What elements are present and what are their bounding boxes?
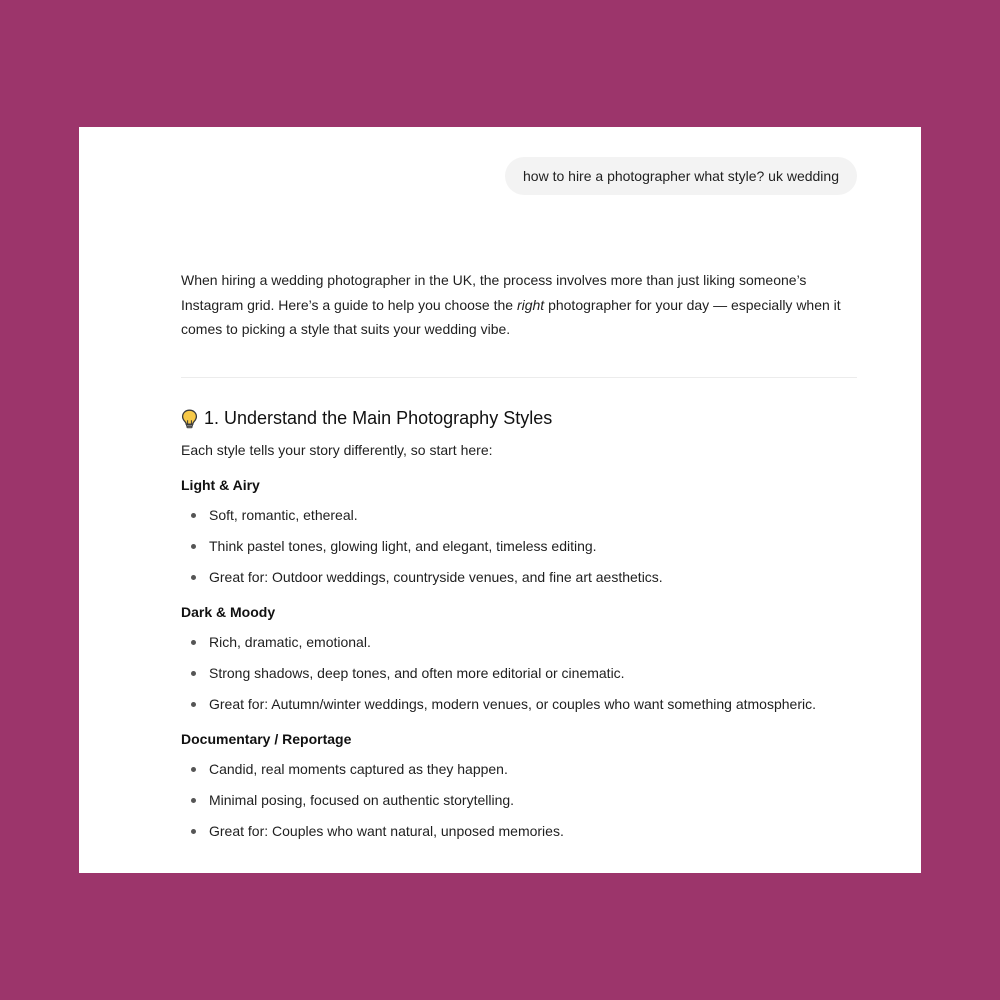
style-name: Dark & Moody	[181, 603, 276, 620]
list-item-text: Great for: Outdoor weddings, countryside venues, and fine art aesthetics.	[209, 568, 663, 585]
bullet-icon	[191, 702, 196, 707]
list-item	[181, 663, 857, 683]
list-item-text: Soft, romantic, ethereal.	[209, 506, 358, 523]
list-item	[181, 567, 857, 587]
bullet-icon	[191, 544, 196, 549]
list-item-text: Strong shadows, deep tones, and often more editorial or cinematic.	[209, 664, 625, 681]
list-item	[181, 790, 857, 810]
style-name: Documentary / Reportage	[181, 730, 352, 747]
style-block-light-airy	[181, 475, 857, 587]
list-item-text: Rich, dramatic, emotional.	[209, 633, 371, 650]
list-item-text: Think pastel tones, glowing light, and elegant, timeless editing.	[209, 537, 597, 554]
list-item	[181, 759, 857, 779]
assistant-response	[181, 268, 857, 841]
intro-paragraph	[181, 268, 857, 342]
list-item-text: Candid, real moments captured as they happen.	[209, 760, 508, 777]
list-item	[181, 632, 857, 652]
bullet-icon	[191, 767, 196, 772]
intro-text-start: When hiring a wedding photographer in the UK, the process involves more than just liking someone’s Instagram grid. Here’s a guide to help you choose the	[181, 272, 807, 313]
list-item	[181, 505, 857, 525]
list-item	[181, 821, 857, 841]
chat-panel	[79, 127, 921, 873]
list-item	[181, 536, 857, 556]
bullet-icon	[191, 640, 196, 645]
bullet-icon	[191, 671, 196, 676]
list-item-text: Great for: Couples who want natural, unposed memories.	[209, 822, 564, 839]
bullet-icon	[191, 513, 196, 518]
user-message-bubble: how to hire a photographer what style? uk wedding	[505, 157, 857, 195]
section-heading-text: 1. Understand the Main Photography Styles	[204, 408, 553, 428]
section-lead: Each style tells your story differently, so start here:	[181, 441, 493, 458]
intro-emphasis: right	[516, 296, 545, 313]
lightbulb-icon	[181, 409, 198, 429]
style-block-documentary	[181, 729, 857, 841]
list-item	[181, 694, 857, 714]
list-item-text: Great for: Autumn/winter weddings, modern venues, or couples who want something atmospheric.	[209, 695, 816, 712]
list-item-text: Minimal posing, focused on authentic storytelling.	[209, 791, 515, 808]
bullet-icon	[191, 829, 196, 834]
style-name: Light & Airy	[181, 476, 260, 493]
section-heading	[181, 406, 857, 432]
style-points	[181, 759, 857, 841]
style-points	[181, 632, 857, 714]
bullet-icon	[191, 575, 196, 580]
bullet-icon	[191, 798, 196, 803]
section-divider	[181, 377, 857, 378]
intro-text-end: photographer for your day — especially when it comes to picking a style that suits your wedding vibe.	[181, 296, 841, 337]
style-block-dark-moody	[181, 602, 857, 714]
style-points	[181, 505, 857, 587]
